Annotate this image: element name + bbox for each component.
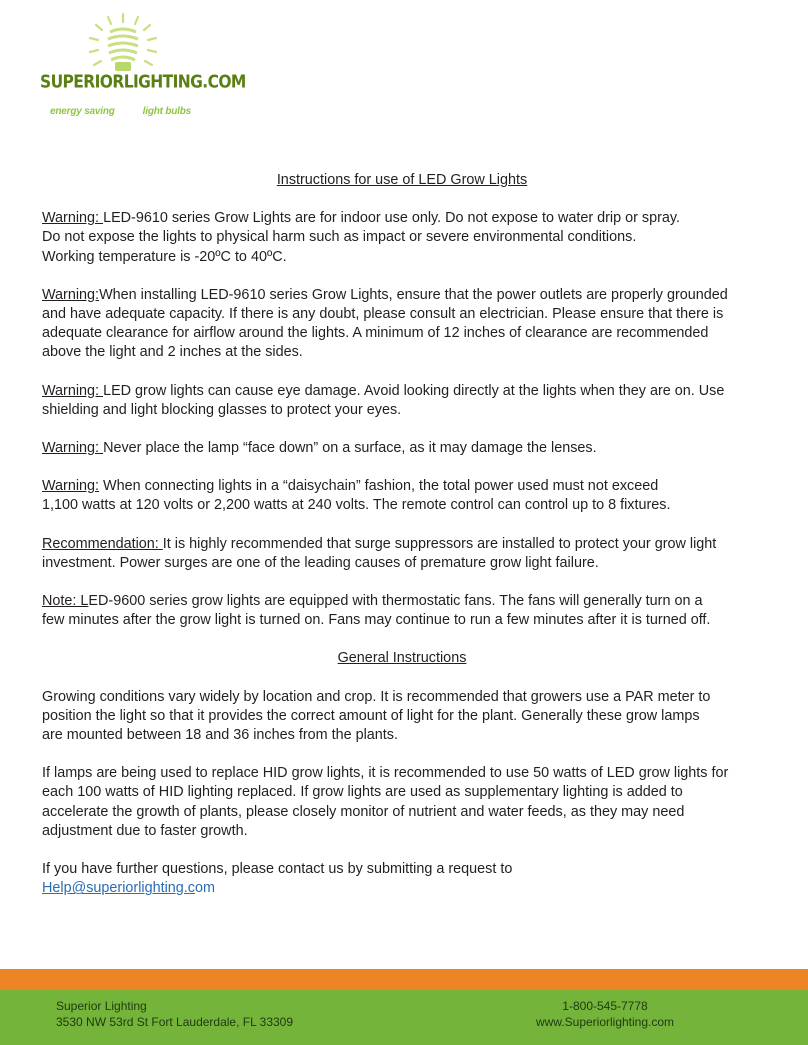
warning-label: Warning: xyxy=(42,440,104,457)
recommendation-label: Recommendation: xyxy=(42,535,163,552)
warning-label: Warning: xyxy=(42,210,104,227)
section-heading-general: General Instructions xyxy=(337,650,467,667)
brand-name: SUPERIORLIGHTING.COM xyxy=(40,71,246,93)
footer-company: Superior Lighting xyxy=(56,999,147,1013)
footer-phone: 1-800-545-7778 xyxy=(562,999,648,1013)
page-title: Instructions for use of LED Grow Lights xyxy=(276,172,528,188)
brand-tagline: energy saving light bulbs xyxy=(50,106,192,117)
footer-website[interactable]: www.Superiorlighting.com xyxy=(535,1015,675,1029)
footer-address: 3530 NW 53rd St Fort Lauderdale, FL 33309 xyxy=(56,1015,294,1029)
footer-orange-stripe xyxy=(0,969,808,990)
warning-paragraph: Warning: When connecting lights in a “daisychain” fashion, the total power used must not exceed 1,100 watts at 120 volts or 2,200 watts at 240 volts. The remote control can control up to 8 fixtures. xyxy=(42,478,671,514)
warning-paragraph: Warning: LED grow lights can cause eye damage. Avoid looking directly at the lights when they are on. Use shielding and light blocking glasses to protect your eyes. xyxy=(42,382,725,418)
warning-paragraph: Warning:When installing LED-9610 series Grow Lights, ensure that the power outlets are properly grounded and have adequate capacity. If there is any doubt, please consult an electrician. Please ensure that there is adequate clearance for airflow around the lights. A minimum of 12 inches of clearance are recommended above the light and 2 inches at the sides. xyxy=(42,286,728,361)
document-body xyxy=(42,171,762,898)
cfl-bulb-icon xyxy=(38,12,246,112)
warning-label: Warning: xyxy=(42,286,100,303)
contact-paragraph: If you have further questions, please contact us by submitting a request to Help@superiorlighting.com xyxy=(42,861,513,897)
warning-label: Warning: xyxy=(42,382,104,399)
general-paragraph: Growing conditions vary widely by location and crop. It is recommended that growers use a PAR meter to position the light so that it provides the correct amount of light for the plant. Generally these grow lamps are mounted between 18 and 36 inches from the plants. xyxy=(42,688,711,744)
email-link[interactable]: Help@superiorlighting.c xyxy=(42,880,195,897)
warning-paragraph: Warning: Never place the lamp “face down” on a surface, as it may damage the lenses. xyxy=(42,440,597,457)
general-paragraph: If lamps are being used to replace HID grow lights, it is recommended to use 50 watts of LED grow lights for each 100 watts of HID lighting replaced. If grow lights are used as supplementary lighting is added to accelerate the growth of plants, please closely monitor of nutrient and water feeds, as they may need adjustment due to faster growth. xyxy=(42,765,729,839)
recommendation-paragraph: Recommendation: It is highly recommended that surge suppressors are installed to protect your grow light investment. Power surges are one of the leading causes of premature grow light failure. xyxy=(42,535,717,571)
email-link-rest: om xyxy=(195,880,215,897)
note-paragraph: Note: LED-9600 series grow lights are equipped with thermostatic fans. The fans will generally turn on a few minutes after the grow light is turned on. Fans may continue to run a few minutes after it is turned off. xyxy=(42,593,711,629)
note-label: Note: L xyxy=(42,593,89,610)
footer-contact-block xyxy=(530,998,680,1030)
warning-label: Warning: xyxy=(42,478,100,495)
footer-address-block xyxy=(56,998,293,1030)
warning-paragraph: Warning: LED-9610 series Grow Lights are for indoor use only. Do not expose to water drip or spray. Do not expose the lights to physical harm such as impact or severe environmental conditions. Working temperature is -20ºC to 40ºC. xyxy=(42,210,681,265)
company-logo xyxy=(38,12,246,117)
